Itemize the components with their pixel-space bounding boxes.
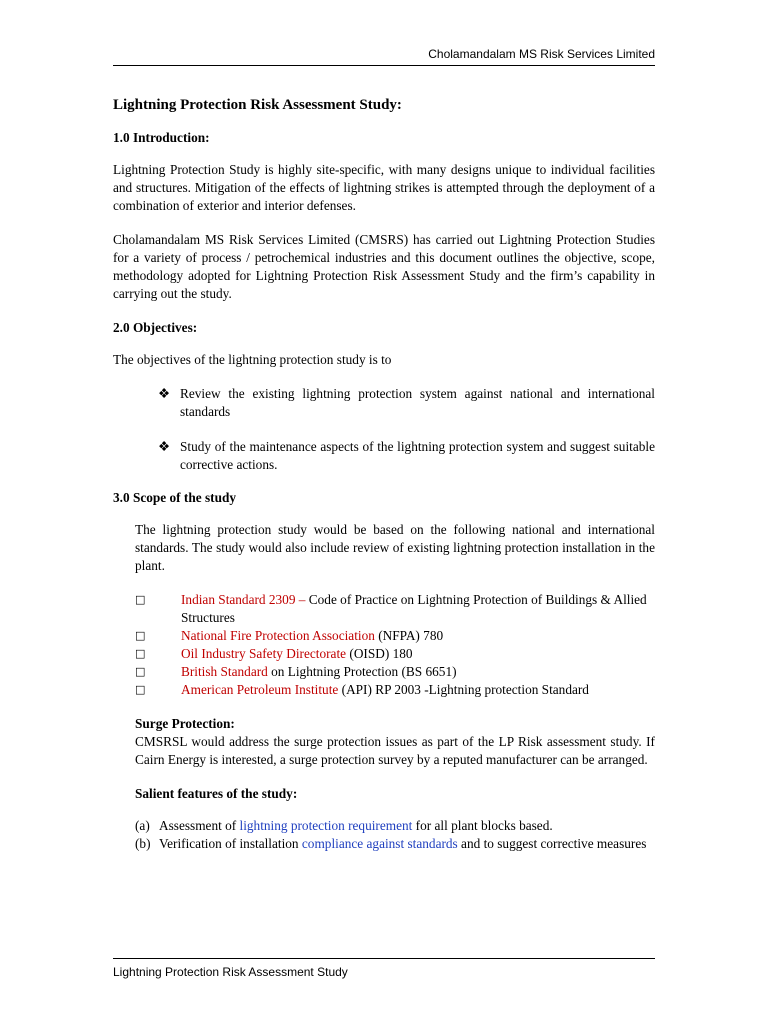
salient-text: Assessment of xyxy=(159,818,240,833)
standard-item xyxy=(135,681,655,699)
salient-highlight: compliance against standards xyxy=(301,836,458,851)
square-bullet-icon: □ xyxy=(135,593,146,606)
standard-name: Indian Standard 2309 – xyxy=(181,592,306,607)
scope-heading: 3.0 Scope of the study xyxy=(113,490,237,505)
square-bullet-icon: □ xyxy=(135,647,146,660)
diamond-bullet-icon: ❖ xyxy=(158,439,170,454)
introduction-para-2: Cholamandalam MS Risk Services Limited (CMSRS) has carried out Lightning Protection Studies for a variety of process / petrochemical industries and this document outlines the objective, scope, methodology adopted for Lightning Protection Risk Assessment Study and the firm’s capability in carrying out the study. xyxy=(113,232,655,301)
objective-text: Study of the maintenance aspects of the lightning protection system and suggest suitable corrective actions. xyxy=(180,439,655,472)
salient-item xyxy=(135,817,655,835)
diamond-bullet-icon: ❖ xyxy=(158,386,170,401)
standard-desc: on Lightning Protection (BS 6651) xyxy=(267,664,457,679)
introduction-para-1: Lightning Protection Study is highly site-specific, with many designs unique to individual facilities and structures. Mitigation of the effects of lightning strikes is attempted through the deployment of a combination of exterior and interior defenses. xyxy=(113,162,655,213)
item-label: (b) xyxy=(135,836,151,851)
standard-item xyxy=(135,627,655,645)
surge-para: CMSRSL would address the surge protection issues as part of the LP Risk assessment study. If Cairn Energy is interested, a surge protection survey by a reputed manufacturer can be arranged. xyxy=(135,734,655,767)
objectives-intro: The objectives of the lightning protection study is to xyxy=(113,352,392,367)
item-label: (a) xyxy=(135,818,150,833)
salient-list xyxy=(135,817,655,853)
standard-desc: (NFPA) 780 xyxy=(374,628,444,643)
objective-item xyxy=(158,385,655,421)
objectives-list xyxy=(158,385,655,474)
salient-text: and to suggest corrective measures xyxy=(457,836,647,851)
standard-desc: Code of Practice on Lightning Protection of Buildings & Allied Structures xyxy=(181,592,647,625)
salient-text: Verification of installation xyxy=(159,836,302,851)
page-header: Cholamandalam MS Risk Services Limited xyxy=(428,47,655,61)
standard-desc: (OISD) 180 xyxy=(346,646,413,661)
document-title: Lightning Protection Risk Assessment Study: xyxy=(113,97,402,113)
standard-name: Oil Industry Safety Directorate xyxy=(181,646,347,661)
standard-item xyxy=(135,663,655,681)
objective-item xyxy=(158,438,655,474)
standard-desc: (API) RP 2003 -Lightning protection Standard xyxy=(338,682,589,697)
standards-list xyxy=(135,591,655,699)
scope-para: The lightning protection study would be based on the following national and international standards. The study would also include review of existing lightning protection installation in the plant. xyxy=(135,522,655,573)
standard-name: American Petroleum Institute xyxy=(181,682,339,697)
header-rule xyxy=(113,65,655,66)
objective-text: Review the existing lightning protection system against national and international standards xyxy=(180,386,655,419)
square-bullet-icon: □ xyxy=(135,683,146,696)
standard-item xyxy=(135,591,655,627)
standard-name: British Standard xyxy=(181,664,268,679)
salient-highlight: lightning protection requirement xyxy=(239,818,413,833)
salient-item xyxy=(135,835,655,853)
standard-name: National Fire Protection Association xyxy=(181,628,375,643)
introduction-heading: 1.0 Introduction: xyxy=(113,130,210,145)
square-bullet-icon: □ xyxy=(135,629,146,642)
surge-heading: Surge Protection: xyxy=(135,716,235,731)
salient-text: for all plant blocks based. xyxy=(412,818,553,833)
document-body xyxy=(113,95,655,853)
objectives-heading: 2.0 Objectives: xyxy=(113,320,198,335)
salient-heading: Salient features of the study: xyxy=(135,786,298,801)
footer-rule xyxy=(113,958,655,959)
page-footer: Lightning Protection Risk Assessment Study xyxy=(113,965,348,979)
standard-item xyxy=(135,645,655,663)
square-bullet-icon: □ xyxy=(135,665,146,678)
